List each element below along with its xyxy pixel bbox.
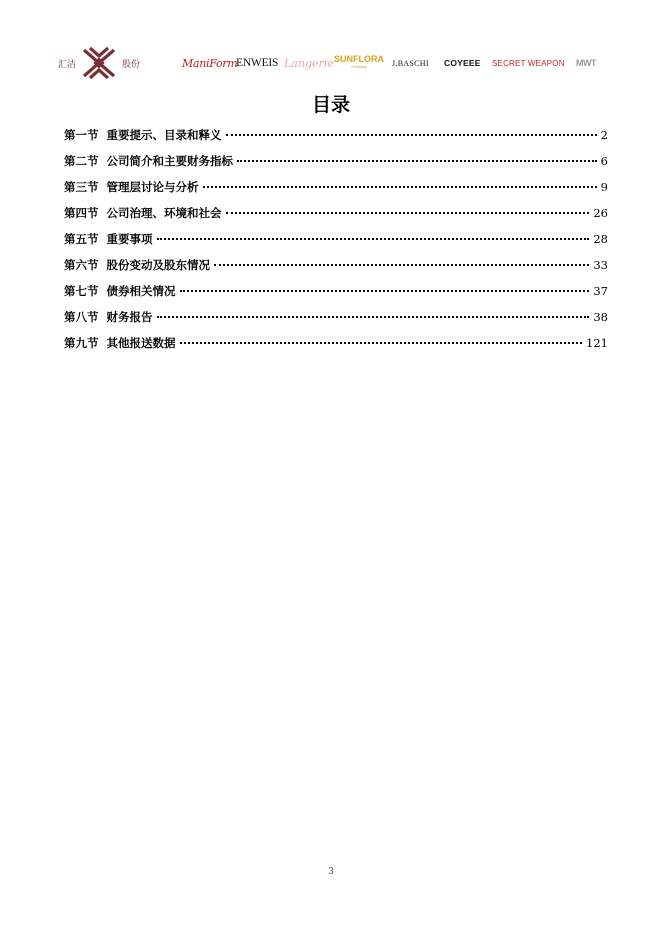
toc-section-number: 第一节 (64, 128, 99, 142)
page-title: 目录 (311, 94, 350, 116)
page-number: 3 (328, 867, 334, 877)
brand-sunflora-logo: SUNFLORA Ordinary (334, 54, 384, 69)
brand-coyeee-logo: COYEEE (444, 58, 481, 68)
toc-section-number: 第六节 (64, 258, 99, 272)
toc-entry[interactable] (64, 306, 608, 332)
toc-section-title: 重要提示、目录和释义 (106, 128, 222, 142)
toc-page-number: 38 (593, 310, 608, 324)
toc-page-number: 26 (593, 206, 608, 220)
toc-page-number: 121 (586, 336, 608, 350)
toc-entry[interactable] (64, 150, 608, 176)
toc-page-number: 37 (593, 284, 608, 298)
toc-section-title: 公司治理、环境和社会 (106, 206, 222, 220)
toc-leader-dots (180, 342, 583, 344)
toc-entry[interactable] (64, 124, 608, 150)
toc-entry[interactable] (64, 254, 608, 280)
toc-section-number: 第五节 (64, 232, 99, 246)
toc-entry[interactable] (64, 228, 608, 254)
toc-entry[interactable] (64, 280, 608, 306)
toc-entry[interactable] (64, 176, 608, 202)
toc-page-number: 6 (600, 154, 608, 168)
brand-jbaschi-logo: J.BASCHI (392, 58, 429, 68)
toc-section-title: 公司简介和主要财务指标 (106, 154, 233, 168)
toc-page-number: 33 (593, 258, 608, 272)
company-name-left: 汇洁 (58, 59, 77, 70)
toc-leader-dots (157, 316, 590, 318)
toc-section-number: 第三节 (64, 180, 99, 194)
toc-leader-dots (180, 290, 590, 292)
toc-leader-dots (203, 186, 597, 188)
brand-enweis-logo: ENWEIS (236, 57, 279, 69)
toc-page-number: 9 (600, 180, 608, 194)
company-logo (58, 46, 140, 80)
brand-maniform-logo: ManiForm (182, 56, 238, 70)
toc-leader-dots (157, 238, 590, 240)
toc-section-number: 第九节 (64, 336, 99, 350)
brand-langerie-logo: Langerie (284, 56, 334, 70)
brand-mwt-logo: MWT (576, 58, 596, 68)
toc-section-title: 财务报告 (106, 310, 153, 324)
toc-section-title: 股份变动及股东情况 (106, 258, 210, 272)
toc-leader-dots (226, 212, 590, 214)
toc-leader-dots (226, 134, 597, 136)
toc-entry[interactable] (64, 332, 608, 358)
toc-leader-dots (237, 160, 597, 162)
company-emblem-icon (80, 46, 118, 80)
header-logos (58, 44, 606, 82)
table-of-contents (64, 124, 608, 358)
toc-section-number: 第七节 (64, 284, 99, 298)
toc-section-number: 第八节 (64, 310, 99, 324)
toc-page-number: 28 (593, 232, 608, 246)
brand-secret-weapon-logo: SECRET WEAPON (492, 58, 565, 68)
toc-section-title: 管理层讨论与分析 (106, 180, 199, 194)
toc-section-title: 重要事项 (106, 232, 153, 246)
toc-page-number: 2 (600, 128, 608, 142)
toc-section-title: 债券相关情况 (106, 284, 176, 298)
toc-leader-dots (214, 264, 589, 266)
company-name-right: 股份 (122, 59, 141, 70)
toc-section-number: 第四节 (64, 206, 99, 220)
toc-section-number: 第二节 (64, 154, 99, 168)
toc-section-title: 其他报送数据 (106, 336, 176, 350)
toc-entry[interactable] (64, 202, 608, 228)
